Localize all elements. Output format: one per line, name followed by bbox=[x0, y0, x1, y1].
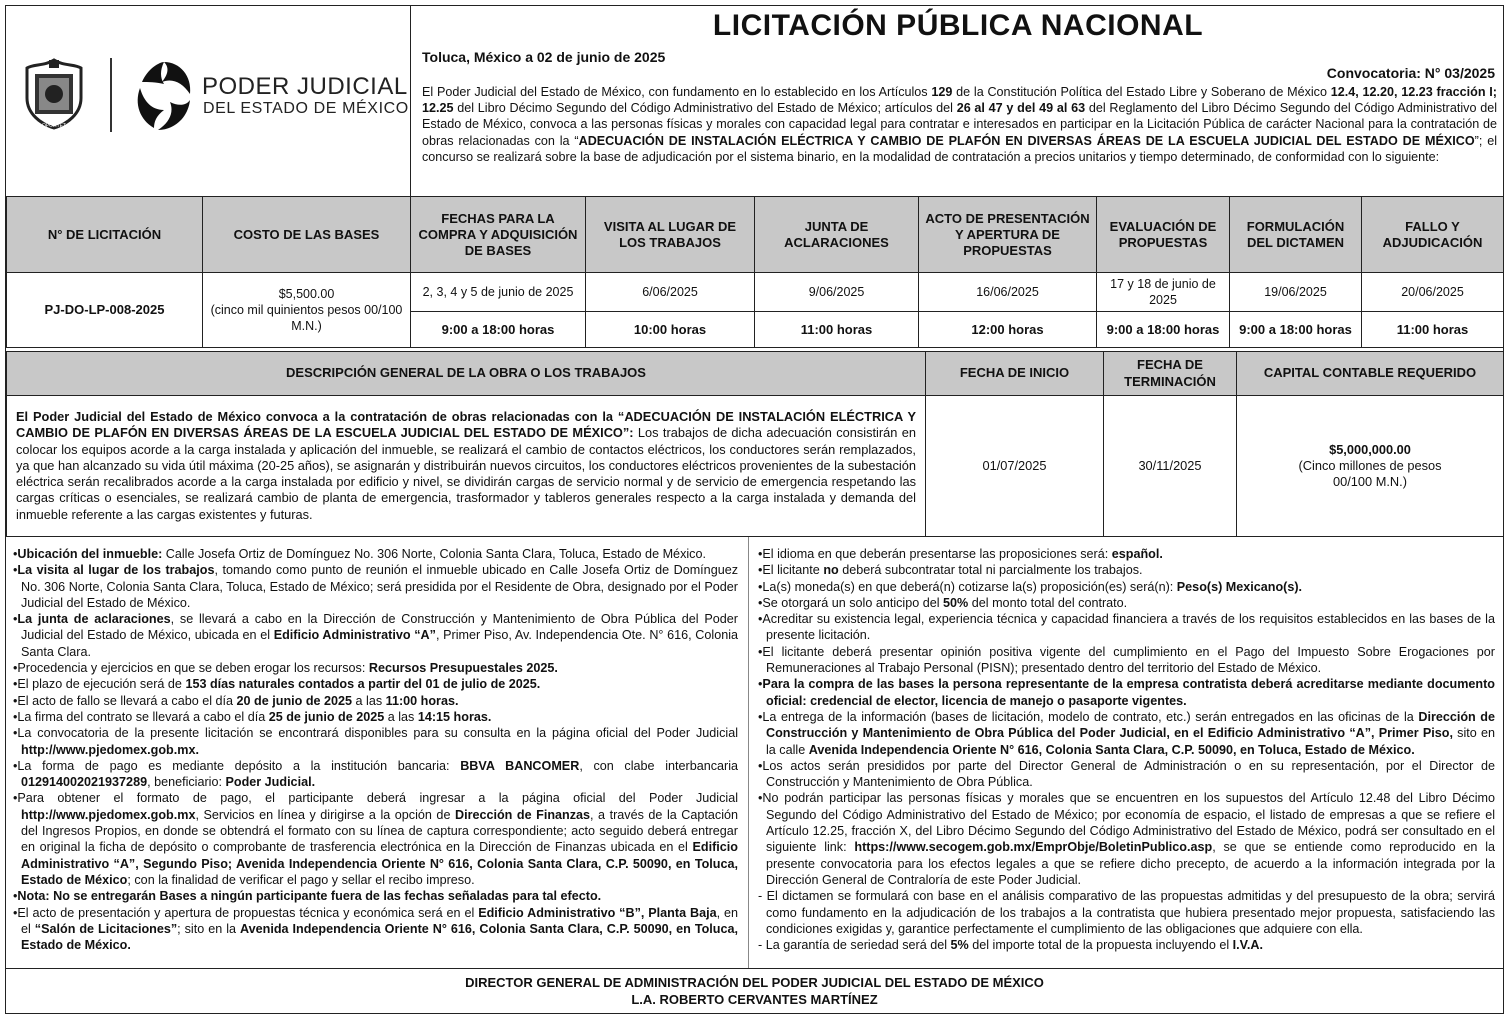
condition-item bbox=[13, 546, 738, 562]
text-run: a las bbox=[384, 709, 418, 724]
text-run: , a través de la Captación del Ingresos Propios, en donde se obtendrá el formato con su línea de captura correspondiente; acto seguido deberá entregar en original la ficha de depósito o comprobante de trasferencia electrónica en la Dirección de Finanzas ubicada en el bbox=[21, 807, 738, 855]
bold-text-run: BBVA BANCOMER bbox=[460, 758, 580, 773]
header-dictamen: FORMULACIÓN DEL DICTAMEN bbox=[1230, 197, 1362, 273]
text-run: •La entrega de la información (bases de licitación, modelo de contrato, etc.) serán entregados en las oficinas de la bbox=[758, 709, 1419, 724]
time-compra: 9:00 a 18:00 horas bbox=[411, 312, 586, 348]
header-capital: CAPITAL CONTABLE REQUERIDO bbox=[1237, 352, 1504, 396]
bold-text-run: 26 al 47 y del 49 al 63 bbox=[956, 101, 1086, 116]
text-run: sito en la calle bbox=[766, 726, 1495, 757]
date-dictamen: 19/06/2025 bbox=[1230, 273, 1362, 312]
text-run: •El idioma en que deberán presentarse las proposiciones será: bbox=[758, 547, 1112, 561]
text-run: •El acto de fallo se llevará a cabo el día bbox=[13, 693, 237, 708]
text-run: •La convocatoria de la presente licitación se encontrará disponibles para su consulta en la página oficial del Poder Judicial bbox=[13, 726, 738, 741]
bold-text-run: http://www.pjedomex.gob.mx bbox=[21, 807, 196, 822]
text-run: deberá subcontratar total ni parcialmente los trabajos. bbox=[838, 563, 1143, 578]
condition-item bbox=[13, 660, 738, 676]
description-body-row bbox=[7, 396, 1504, 537]
text-run: •La firma del contrato se llevará a cabo el día bbox=[13, 709, 269, 724]
date-compra: 2, 3, 4 y 5 de junio de 2025 bbox=[411, 273, 586, 312]
bold-text-run: Para la compra de las bases la persona representante de la empresa contratista deberá acreditarse mediante documento oficial: credencial de elector, licencia de manejo o pasaporte vigentes. bbox=[762, 677, 1495, 708]
bold-text-run: ADECUACIÓN DE INSTALACIÓN ELÉCTRICA Y CAMBIO DE PLAFÓN EN DIVERSAS ÁREAS DE LA ESCUELA JUDICIAL DEL ESTADO DE MÉXICO bbox=[578, 133, 1475, 148]
header-fechas-compra: FECHAS PARA LA COMPRA Y ADQUISICIÓN DE BASES bbox=[411, 197, 586, 273]
condition-item bbox=[13, 888, 738, 904]
text-run: ”; el concurso se realizará sobre la base de adjudicación por el sistema binario, en la modalidad de contratación a precios unitarios y tiempo determinado, de conformidad con lo siguiente: bbox=[422, 133, 1497, 164]
start-date: 01/07/2025 bbox=[926, 396, 1104, 537]
text-run: • bbox=[13, 547, 18, 561]
date-evaluacion: 17 y 18 de junio de 2025 bbox=[1097, 273, 1230, 312]
text-run: El Poder Judicial del Estado de México, con fundamento en lo establecido en los Artículos bbox=[422, 85, 932, 99]
text-run: , en el bbox=[21, 905, 739, 936]
bold-text-run: 5% bbox=[950, 938, 969, 953]
text-run: •El plazo de ejecución será de bbox=[13, 677, 186, 692]
notice-frame bbox=[5, 5, 1504, 1014]
signatory-title: DIRECTOR GENERAL DE ADMINISTRACIÓN DEL PODER JUDICIAL DEL ESTADO DE MÉXICO bbox=[465, 975, 1044, 990]
condition-item bbox=[13, 676, 738, 692]
bold-text-run: Edificio Administrativo “A” bbox=[273, 628, 436, 643]
condition-item bbox=[13, 725, 738, 758]
condition-item bbox=[13, 758, 738, 791]
text-run: •No podrán participar las personas físicas y morales que se encuentren en los supuestos del Artículo 12.48 del Libro Décimo Segundo del Código Administrativo del Estado de México; por economía de espacio, el listado de empresas a que se refiere el Artículo 12.25, fracción X, del Libro Décimo Segundo del Código Administrativo del Estado de México, podrá ser consultado en el siguiente link: bbox=[758, 791, 1495, 855]
condition-item bbox=[758, 937, 1495, 953]
condition-item bbox=[13, 790, 738, 888]
page-title: LICITACIÓN PÚBLICA NACIONAL bbox=[712, 9, 1204, 42]
signature-block bbox=[6, 968, 1503, 1013]
text-run: • bbox=[13, 563, 18, 578]
schedule-table bbox=[6, 196, 1504, 348]
issue-date: Toluca, México a 02 de junio de 2025 bbox=[422, 49, 666, 65]
header-junta: JUNTA DE ACLARACIONES bbox=[755, 197, 919, 273]
bold-text-run: 14:15 horas. bbox=[417, 709, 492, 724]
schedule-dates-row bbox=[7, 273, 1504, 312]
text-run: , con clabe interbancaria bbox=[579, 758, 738, 773]
text-run: Calle Josefa Ortiz de Domínguez No. 306 Norte, Colonia Santa Clara, Toluca, Estado de México. bbox=[162, 547, 706, 561]
condition-item bbox=[13, 709, 738, 725]
text-run: , tomando como punto de reunión el inmueble ubicado en Calle Josefa Ortiz de Domínguez No. 306 Norte, Colonia Santa Clara, Toluca, Estado de México; será presidida por el Residente de Obra, designado por el Poder Judicial del Estado de México. bbox=[21, 563, 738, 610]
condition-item bbox=[758, 888, 1495, 937]
text-run: • bbox=[13, 889, 18, 904]
bases-cost-cell bbox=[203, 273, 411, 348]
bold-text-run: 11:00 horas. bbox=[385, 693, 459, 708]
bold-text-run: Recursos Presupuestales 2025. bbox=[368, 661, 558, 676]
capital-words: (Cinco millones de pesos 00/100 M.N.) bbox=[1298, 457, 1442, 490]
text-run: •El licitante bbox=[758, 563, 824, 578]
description-table bbox=[6, 351, 1504, 537]
bold-text-run: 20 de junio de 2025 bbox=[236, 693, 353, 708]
text-run: , Servicios en línea y dirigirse a la opción de bbox=[195, 807, 455, 822]
header-presentacion: ACTO DE PRESENTACIÓN Y APERTURA DE PROPUESTAS bbox=[919, 197, 1097, 273]
text-run: ; con la finalidad de verificar el pago y sellar el recibo impreso. bbox=[127, 872, 475, 887]
condition-item bbox=[13, 562, 738, 611]
header-costo: COSTO DE LAS BASES bbox=[203, 197, 411, 273]
text-run: del Libro Décimo Segundo del Código Administrativo del Estado de México; artículos del bbox=[453, 101, 957, 116]
time-junta: 11:00 horas bbox=[755, 312, 919, 348]
header-fallo: FALLO Y ADJUDICACIÓN bbox=[1362, 197, 1504, 273]
condition-item bbox=[758, 595, 1495, 611]
text-run: - El dictamen se formulará con base en el análisis comparativo de las propuestas admitidas y del presupuesto de la obra; servirá como fundamento en la adjudicación de los trabajos a la contratista que hubiera presentado mejor propuesta, satisfaciendo las condiciones exigidas y, garantice perfectamente el cumplimiento de las obligaciones que adquiere con ella. bbox=[758, 889, 1495, 936]
bold-text-run: no bbox=[823, 563, 839, 578]
text-run: •El licitante deberá presentar opinión positiva vigente del cumplimiento en el Pago del Impuesto Sobre Erogaciones por Remuneraciones al Trabajo Personal (PISN); presentado dentro del territorio del Estado de México. bbox=[758, 644, 1495, 676]
text-run: •Acreditar su existencia legal, experiencia técnica y capacidad financiera a través de los requisitos establecidos en las bases de la presente licitación. bbox=[758, 612, 1495, 643]
header-evaluacion: EVALUACIÓN DE PROPUESTAS bbox=[1097, 197, 1230, 273]
date-visita: 6/06/2025 bbox=[586, 273, 755, 312]
text-run: • bbox=[13, 612, 18, 627]
bold-text-run: Avenida Independencia Oriente N° 616, Colonia Santa Clara, C.P. 50090, en Toluca, Estado de México. bbox=[808, 742, 1415, 757]
text-run: , se que se entiende como reproducido en la presente convocatoria para los efectos legales a que se refiere dicho precepto, de acuerdo a la información integrada por la Dirección General de Contraloría de este Poder Judicial. bbox=[766, 840, 1495, 887]
condition-item bbox=[13, 693, 738, 709]
bases-cost: $5,500.00 bbox=[278, 287, 335, 301]
seal-motto: OPORTET bbox=[41, 123, 67, 129]
work-description-title: El Poder Judicial del Estado de México convoca a la contratación de obras relacionadas con la “ADECUACIÓN DE INSTALACIÓN ELÉCTRICA Y CAMBIO DE PLAFÓN EN DIVERSAS ÁREAS DE LA ESCUELA JUDICIAL DEL ESTADO DE MÉXICO”: bbox=[16, 408, 916, 441]
state-seal-icon bbox=[23, 58, 85, 130]
conditions-section bbox=[6, 536, 1503, 968]
text-run: •Los actos serán presididos por parte del Director General de Administración o en su representación, por el Director de Construcción y Mantenimiento de Obra Pública. bbox=[758, 758, 1495, 790]
bold-text-run: Edificio Administrativo “A”, Segundo Piso; Avenida Independencia Oriente N° 616, Colonia Santa Clara, C.P. 50090, en Toluca, Estado de México bbox=[21, 840, 738, 887]
text-run: del Reglamento del Libro Décimo Segundo del Código Administrativo del Estado de México, convoca a las personas físicas y morales con capacidad legal para contratar e interesados en participar en la Licitación Pública de carácter Nacional para la contratación de obras relacionadas con la “ bbox=[422, 101, 1498, 148]
bold-text-run: 129 bbox=[931, 85, 953, 99]
licitacion-number: PJ-DO-LP-008-2025 bbox=[7, 273, 203, 348]
condition-item bbox=[13, 611, 738, 660]
org-name: PODER JUDICIAL bbox=[202, 73, 408, 100]
header-licitacion: N° DE LICITACIÓN bbox=[7, 197, 203, 273]
text-run: del monto total del contrato. bbox=[968, 595, 1128, 610]
condition-item bbox=[758, 758, 1495, 791]
logo-divider bbox=[110, 58, 112, 132]
condition-item bbox=[758, 709, 1495, 758]
text-run: •La forma de pago es mediante depósito a la institución bancaria: bbox=[13, 758, 461, 773]
bold-text-run: 25 de junio de 2025 bbox=[268, 709, 385, 724]
text-run: del importe total de la propuesta incluyendo el bbox=[968, 938, 1233, 953]
bold-text-run: 153 días naturales contados a partir del 01 de julio de 2025. bbox=[185, 677, 541, 692]
bases-cost-words: (cinco mil quinientos pesos 00/100 M.N.) bbox=[210, 303, 403, 333]
text-run: a las bbox=[352, 693, 386, 708]
time-visita: 10:00 horas bbox=[586, 312, 755, 348]
bold-text-run: “Salón de Licitaciones” bbox=[34, 921, 178, 936]
capital-amount: $5,000,000.00 bbox=[1329, 441, 1411, 457]
condition-item bbox=[758, 546, 1495, 562]
work-description-body: Los trabajos de dicha adecuación consistirán en colocar los equipos acorde a la carga instalada y aplicación del inmueble, se realizará el cambio de contactos eléctricos, los conductores serán remplazados, ya que han alcanzado su vida útil máxima (20-25 años), se asignarán y distribuirán nuevos circuitos, los conductores eléctricos provenientes de la subestación eléctrica serán recalibrados acorde a la carga instalada por edificio y nivel, se dividirán cargas de servicio normal y de servicio de emergencia respetando las cargas críticas o esenciales, se realizará cambio de planta de emergencia, trasformador y tableros generales respecto a la carga instalada y demanda del inmueble referente a las cargas existentes y futuras. bbox=[16, 425, 916, 522]
header-visita: VISITA AL LUGAR DE LOS TRABAJOS bbox=[586, 197, 755, 273]
text-run: •La(s) moneda(s) en que deberá(n) cotizarse la(s) proposición(es) será(n): bbox=[758, 579, 1177, 594]
bold-text-run: La junta de aclaraciones bbox=[17, 612, 171, 627]
condition-item bbox=[758, 644, 1495, 677]
time-presentacion: 12:00 horas bbox=[919, 312, 1097, 348]
date-junta: 9/06/2025 bbox=[755, 273, 919, 312]
bold-text-run: I.V.A. bbox=[1232, 938, 1264, 953]
logo-area bbox=[6, 6, 411, 196]
description-header-row bbox=[7, 352, 1504, 396]
condition-item bbox=[13, 905, 738, 954]
bold-text-run: La visita al lugar de los trabajos bbox=[17, 563, 215, 578]
signatory-name: L.A. ROBERTO CERVANTES MARTÍNEZ bbox=[631, 992, 878, 1007]
bold-text-run: 12.4, 12.20, 12.23 fracción I; 12.25 bbox=[422, 85, 1497, 116]
text-run: •Procedencia y ejercicios en que se deben erogar los recursos: bbox=[13, 661, 369, 676]
bold-text-run: http://www.pjedomex.gob.mx. bbox=[21, 742, 199, 757]
bold-text-run: Poder Judicial. bbox=[225, 775, 316, 790]
bold-text-run: Nota: No se entregarán Bases a ningún participante fuera de las fechas señaladas para tal efecto. bbox=[17, 889, 602, 904]
condition-item bbox=[758, 676, 1495, 709]
convocatoria-number: Convocatoria: N° 03/2025 bbox=[1326, 65, 1495, 81]
end-date: 30/11/2025 bbox=[1104, 396, 1237, 537]
text-run: •El acto de presentación y apertura de propuestas técnica y económica será en el bbox=[13, 905, 479, 920]
text-run: , beneficiario: bbox=[147, 775, 226, 790]
header-fecha-terminacion: FECHA DE TERMINACIÓN bbox=[1104, 352, 1237, 396]
text-run: •Se otorgará un solo anticipo del bbox=[758, 595, 944, 610]
text-run: •Para obtener el formato de pago, el participante deberá ingresar a la página oficial del Poder Judicial bbox=[13, 791, 738, 806]
text-run: , Primer Piso, Av. Independencia Ote. N° 616, Colonia Santa Clara. bbox=[21, 628, 739, 659]
bold-text-run: Dirección de Finanzas bbox=[454, 807, 591, 822]
org-subtitle: DEL ESTADO DE MÉXICO bbox=[203, 100, 409, 117]
bold-text-run: Ubicación del inmueble: bbox=[17, 547, 163, 561]
date-presentacion: 16/06/2025 bbox=[919, 273, 1097, 312]
header-fecha-inicio: FECHA DE INICIO bbox=[926, 352, 1104, 396]
condition-item bbox=[758, 790, 1495, 888]
condition-item bbox=[758, 562, 1495, 578]
bold-text-run: 50% bbox=[943, 595, 969, 610]
condition-item bbox=[758, 611, 1495, 644]
text-run: • bbox=[758, 677, 763, 692]
header-descripcion: DESCRIPCIÓN GENERAL DE LA OBRA O LOS TRABAJOS bbox=[7, 352, 926, 396]
bold-text-run: español. bbox=[1111, 547, 1163, 561]
bold-text-run: Dirección de Construcción y Mantenimiento de Obra Pública del Poder Judicial, en el Edificio Administrativo “A”, Primer Piso, bbox=[766, 709, 1495, 741]
conditions-left-column bbox=[13, 546, 738, 953]
bold-text-run: Peso(s) Mexicano(s). bbox=[1176, 579, 1303, 594]
text-run: , se llevará a cabo en la Dirección de Construcción y Mantenimiento de Obra Pública del Poder Judicial del Estado de México, ubicada en el bbox=[21, 612, 738, 643]
bold-text-run: 012914002021937289 bbox=[21, 775, 148, 790]
intro-paragraph bbox=[422, 84, 1497, 165]
conditions-right-column bbox=[758, 546, 1495, 953]
text-run: - La garantía de seriedad será del bbox=[758, 938, 951, 953]
bold-text-run: https://www.secogem.gob.mx/EmprObje/BoletinPublico.asp bbox=[854, 840, 1213, 855]
poder-judicial-logo-icon bbox=[134, 58, 194, 134]
bold-text-run: Avenida Independencia Oriente N° 616, Colonia Santa Clara, C.P. 50090, en Toluca, Estado de México. bbox=[21, 921, 738, 953]
time-fallo: 11:00 horas bbox=[1362, 312, 1504, 348]
date-fallo: 20/06/2025 bbox=[1362, 273, 1504, 312]
work-description bbox=[7, 396, 926, 537]
condition-item bbox=[758, 579, 1495, 595]
column-divider bbox=[748, 537, 749, 969]
time-evaluacion: 9:00 a 18:00 horas bbox=[1097, 312, 1230, 348]
text-run: de la Constitución Política del Estado Libre y Soberano de México bbox=[952, 85, 1331, 99]
bold-text-run: Edificio Administrativo “B”, Planta Baja bbox=[478, 905, 717, 920]
time-dictamen: 9:00 a 18:00 horas bbox=[1230, 312, 1362, 348]
capital-cell bbox=[1237, 396, 1504, 537]
schedule-header-row bbox=[7, 197, 1504, 273]
text-run: ; sito en la bbox=[177, 921, 240, 936]
